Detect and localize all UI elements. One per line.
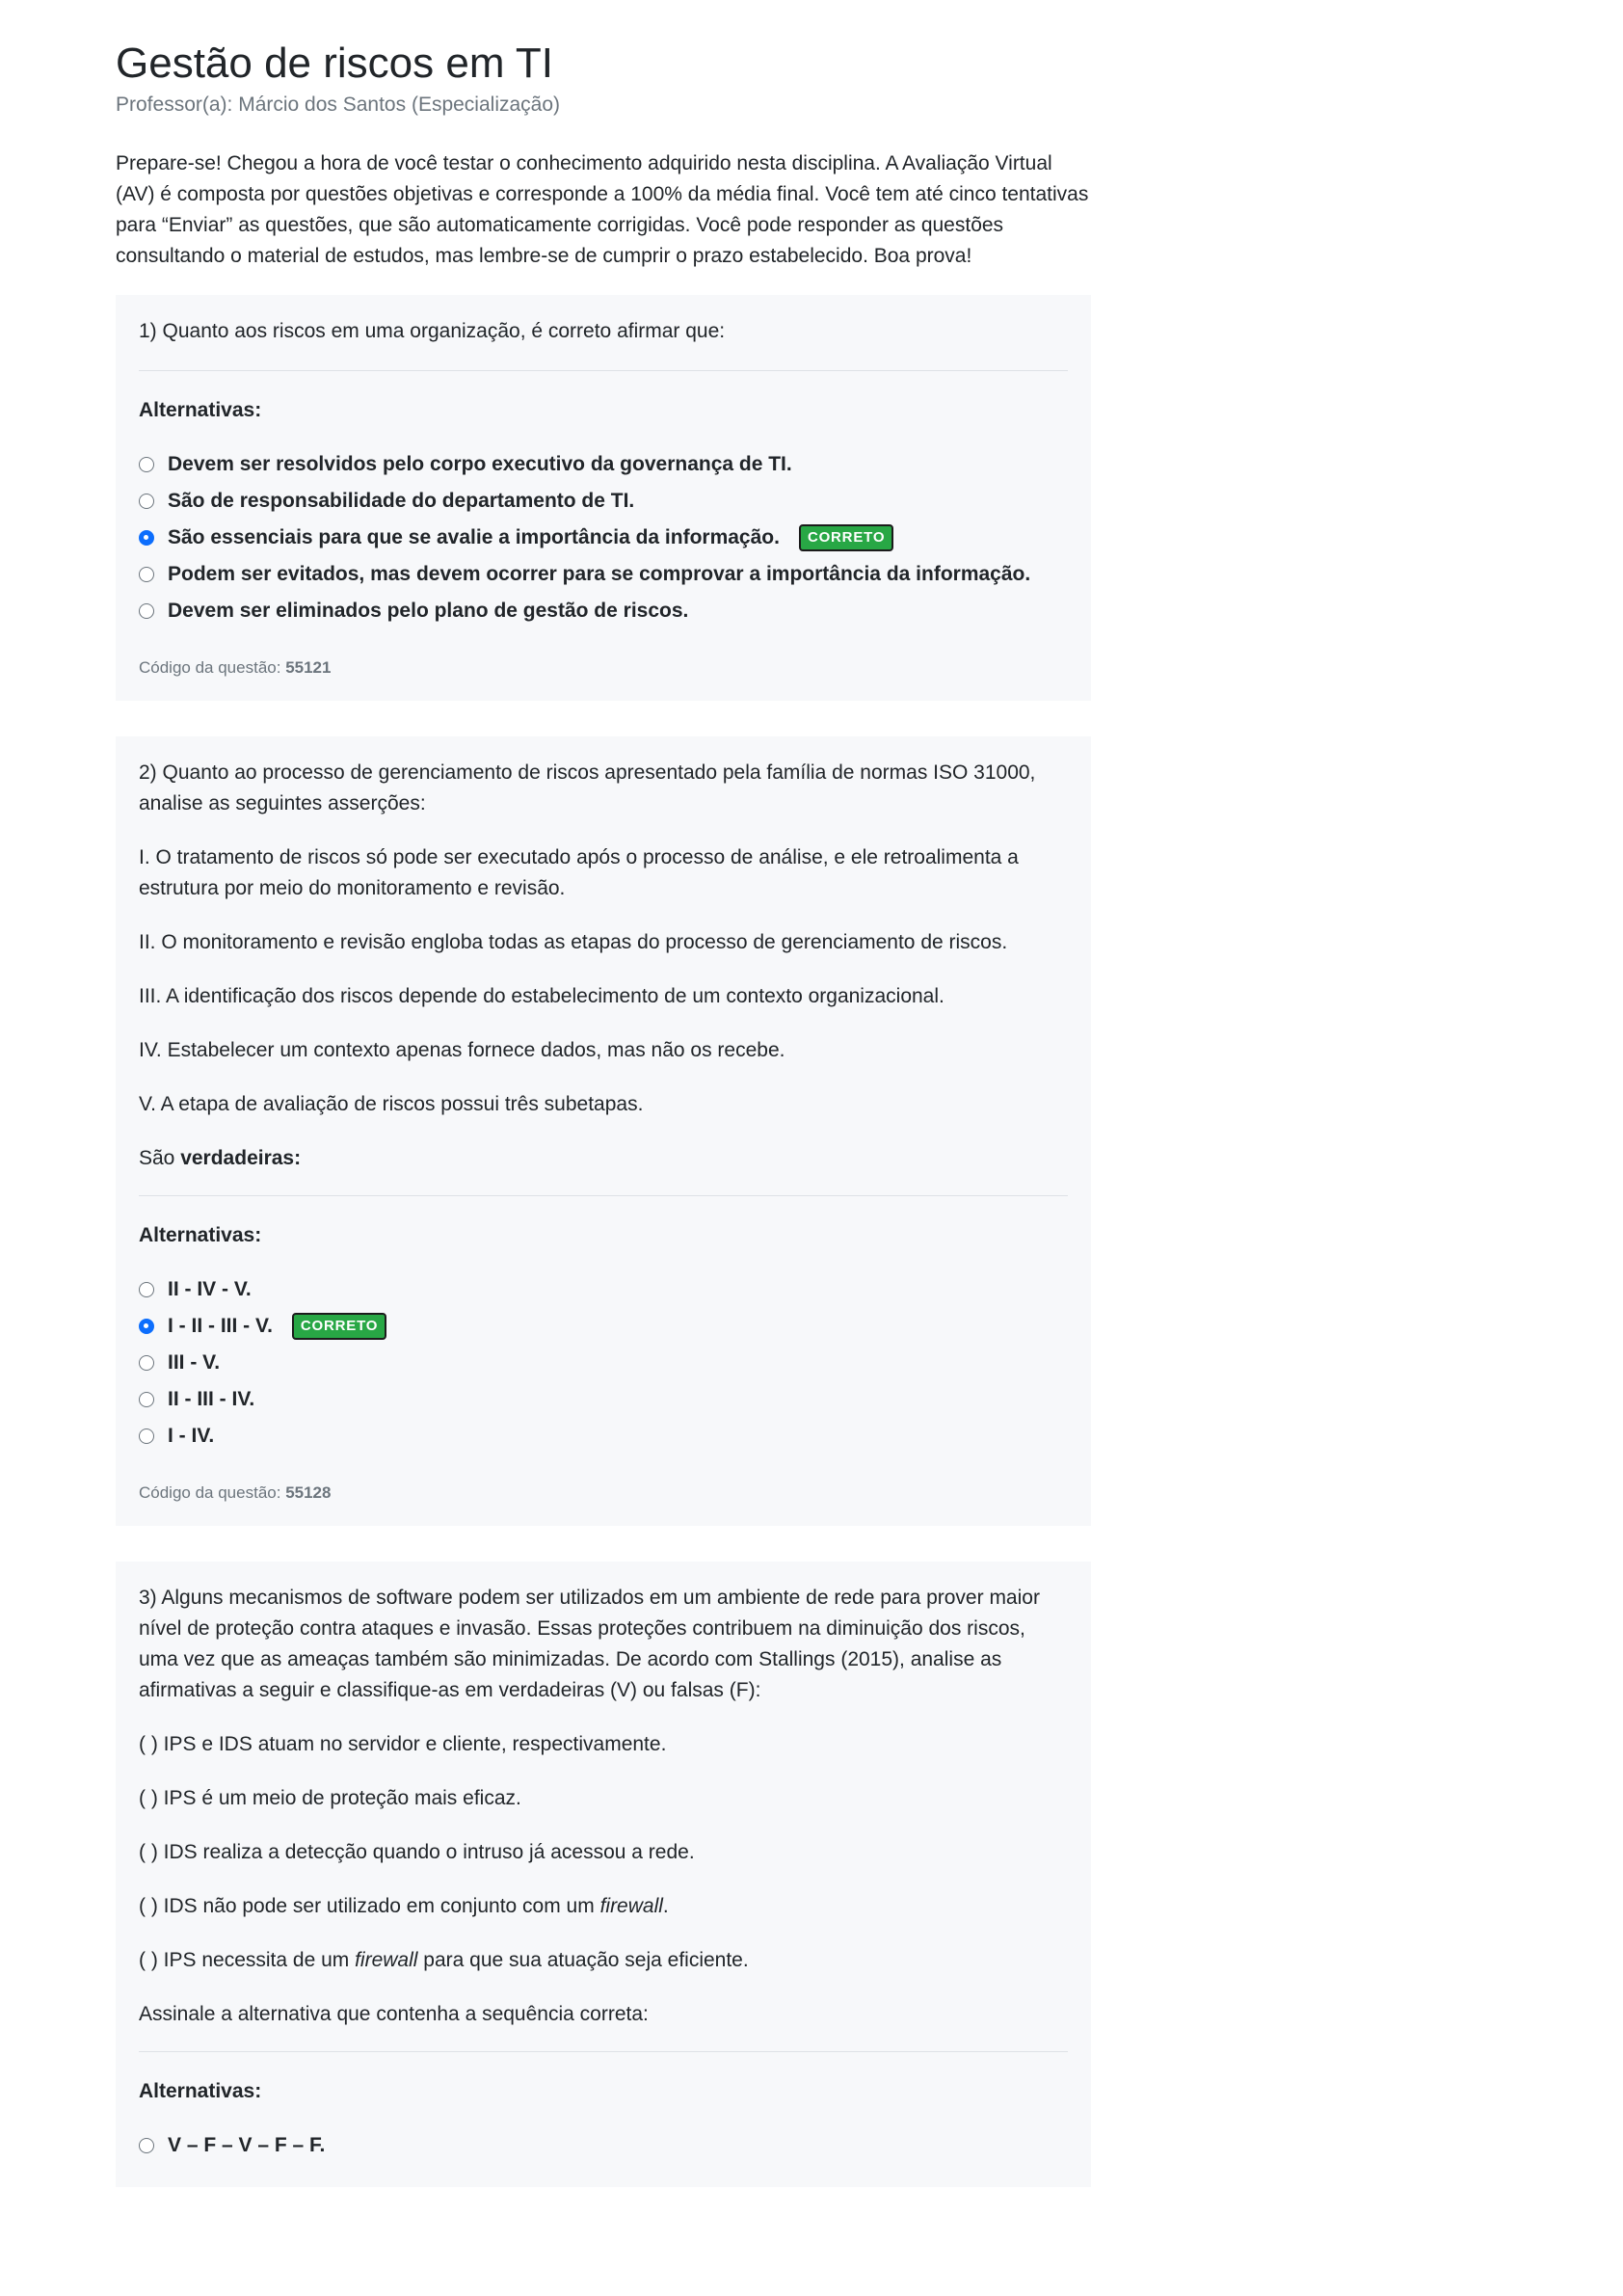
alternative-option[interactable] [139, 483, 1068, 520]
assertion-text-after: para que sua atuação seja eficiente. [417, 1949, 749, 1971]
alternative-option[interactable] [139, 446, 1068, 483]
alternative-option[interactable] [139, 1308, 1068, 1345]
divider [139, 370, 1068, 371]
radio-button[interactable] [139, 2138, 154, 2153]
radio-button[interactable] [139, 1428, 154, 1444]
alternative-label: III - V. [168, 1351, 221, 1374]
alternative-option[interactable] [139, 1381, 1068, 1418]
alternative-label: Devem ser resolvidos pelo corpo executivo da governança de TI. [168, 453, 792, 475]
alternative-option[interactable] [139, 593, 1068, 629]
alternatives-list [139, 446, 1068, 629]
radio-button-selected[interactable] [139, 530, 154, 546]
question-3 [116, 1562, 1091, 2187]
assertion: III. A identificação dos riscos depende do estabelecimento de um contexto organizacional. [139, 985, 945, 1007]
radio-button[interactable] [139, 567, 154, 582]
alternative-label: Podem ser evitados, mas devem ocorrer para se comprovar a importância da informação. [168, 563, 1031, 585]
radio-button-selected[interactable] [139, 1319, 154, 1334]
divider [139, 1195, 1068, 1196]
correct-badge: CORRETO [292, 1313, 386, 1340]
assertion [139, 1891, 1068, 1922]
question-closing [139, 1143, 1068, 1174]
radio-button[interactable] [139, 603, 154, 619]
divider [139, 2051, 1068, 2052]
assertion: IV. Estabelecer um contexto apenas fornece dados, mas não os recebe. [139, 1039, 785, 1061]
alternatives-list [139, 2127, 1068, 2164]
closing-prefix: São [139, 1147, 181, 1169]
assertion-text: ( ) IDS realiza a detecção quando o intruso já acessou a rede. [139, 1841, 695, 1863]
alternative-option[interactable] [139, 1345, 1068, 1381]
question-text: 2) Quanto ao processo de gerenciamento de riscos apresentado pela família de normas ISO 31000, analise as seguintes asserções: [139, 761, 1036, 814]
question-text: 3) Alguns mecanismos de software podem ser utilizados em um ambiente de rede para prover maior nível de proteção contra ataques e invasão. Essas proteções contribuem na diminuição dos riscos, uma vez que as ameaças também são minimizadas. De acordo com Stallings (2015), analise as afirmativas a seguir e classifique-as em verdadeiras (V) ou falsas (F): [139, 1587, 1040, 1701]
assertion: I. O tratamento de riscos só pode ser executado após o processo de análise, e ele retroalimenta a estrutura por meio do monitoramento e revisão. [139, 846, 1019, 899]
radio-button[interactable] [139, 1282, 154, 1297]
correct-badge: CORRETO [799, 524, 893, 551]
question-code-label: Código da questão: [139, 658, 281, 677]
radio-button[interactable] [139, 494, 154, 509]
question-code-label: Código da questão: [139, 1483, 281, 1502]
alternative-option[interactable] [139, 556, 1068, 593]
question-code-value: 55128 [285, 1483, 332, 1502]
radio-button[interactable] [139, 457, 154, 472]
alternatives-list [139, 1271, 1068, 1455]
alternative-label: II - III - IV. [168, 1388, 255, 1410]
alternatives-title: Alternativas: [139, 2080, 262, 2102]
alternative-label: São essenciais para que se avalie a importância da informação. [168, 526, 780, 548]
question-code [139, 658, 1068, 678]
question-text: 1) Quanto aos riscos em uma organização, é correto afirmar que: [139, 320, 726, 342]
question-1 [116, 295, 1091, 701]
question-2 [116, 736, 1091, 1526]
radio-button[interactable] [139, 1392, 154, 1407]
page-title: Gestão de riscos em TI [116, 40, 554, 87]
assertion [139, 1783, 1068, 1814]
assertion-italic: firewall [355, 1949, 418, 1971]
page-content [116, 37, 1091, 2223]
assertion-text: ( ) IPS necessita de um [139, 1949, 356, 1971]
intro-text: Prepare-se! Chegou a hora de você testar o conhecimento adquirido nesta disciplina. A Avaliação Virtual (AV) é composta por questões objetivas e corresponde a 100% da média final. Você tem até cinco tentativas para “Enviar” as questões, que são automaticamente corrigidas. Você pode responder as questões consultando o material de estudos, mas lembre-se de cumprir o prazo estabelecido. Boa prova! [116, 152, 1089, 267]
assertion-text: ( ) IDS não pode ser utilizado em conjunto com um [139, 1895, 600, 1917]
radio-button[interactable] [139, 1355, 154, 1371]
alternative-option[interactable] [139, 1418, 1068, 1455]
question-code-value: 55121 [285, 658, 332, 677]
assertion-italic: firewall [599, 1895, 663, 1917]
assertion-text-after: . [662, 1895, 669, 1917]
professor-subtitle: Professor(a): Márcio dos Santos (Especialização) [116, 93, 561, 116]
alternative-option[interactable] [139, 2127, 1068, 2164]
alternative-label: I - IV. [168, 1425, 215, 1447]
assertion: V. A etapa de avaliação de riscos possui três subetapas. [139, 1093, 644, 1115]
alternative-option[interactable] [139, 1271, 1068, 1308]
alternative-label: II - IV - V. [168, 1278, 252, 1300]
alternative-label: São de responsabilidade do departamento de TI. [168, 490, 635, 512]
assertion-text: ( ) IPS é um meio de proteção mais eficaz. [139, 1787, 521, 1809]
assertion [139, 1945, 1068, 1976]
alternatives-title: Alternativas: [139, 399, 262, 421]
alternative-option[interactable] [139, 520, 1068, 556]
closing-bold: verdadeiras: [180, 1147, 302, 1169]
question-closing: Assinale a alternativa que contenha a sequência correta: [139, 2003, 649, 2025]
alternative-label: Devem ser eliminados pelo plano de gestão de riscos. [168, 600, 689, 622]
alternative-label: I - II - III - V. [168, 1315, 273, 1337]
assertion [139, 1837, 1068, 1868]
assertion: II. O monitoramento e revisão engloba todas as etapas do processo de gerenciamento de riscos. [139, 931, 1008, 953]
alternative-label: V – F – V – F – F. [168, 2134, 326, 2156]
question-code [139, 1483, 1068, 1503]
assertion-text: ( ) IPS e IDS atuam no servidor e cliente, respectivamente. [139, 1733, 667, 1755]
alternatives-title: Alternativas: [139, 1224, 262, 1246]
assertion [139, 1729, 1068, 1760]
